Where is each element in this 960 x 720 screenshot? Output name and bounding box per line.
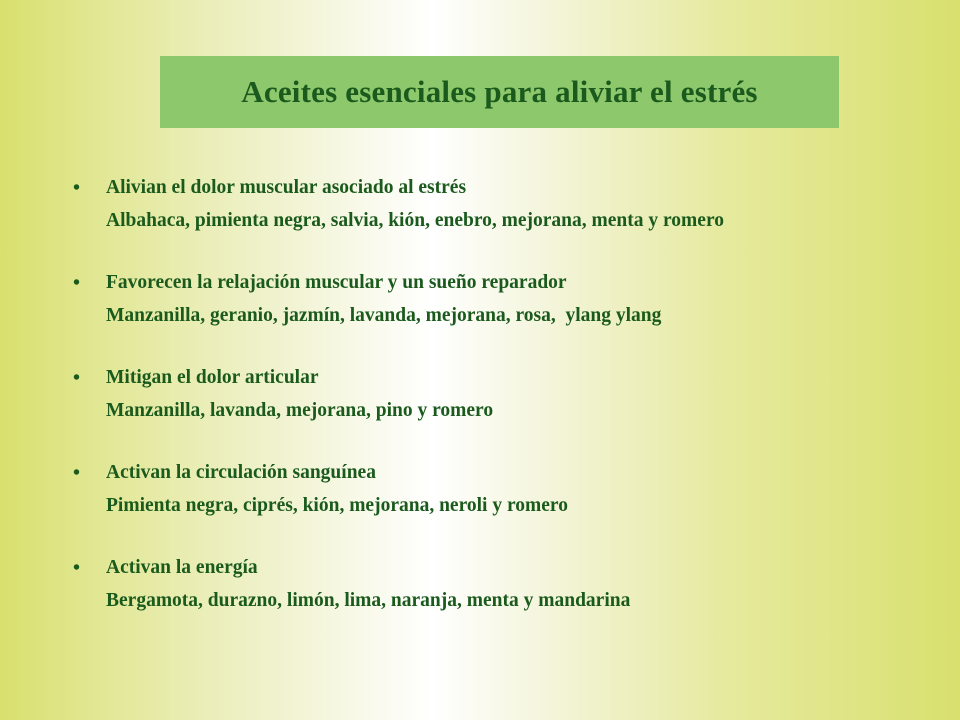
bullet-icon: •: [73, 177, 81, 199]
slide-title: Aceites esenciales para aliviar el estrés: [241, 74, 758, 109]
list-item: [0, 265, 960, 360]
title-banner: [160, 56, 839, 128]
item-heading: Activan la circulación sanguínea: [106, 462, 376, 483]
bullet-icon: •: [73, 367, 81, 389]
list-item: [0, 550, 960, 645]
bullet-icon: •: [73, 272, 81, 294]
item-heading: Activan la energía: [106, 557, 258, 578]
bullet-icon: •: [73, 557, 81, 579]
list-item: [0, 170, 960, 265]
bullet-list: [0, 170, 960, 645]
item-heading: Favorecen la relajación muscular y un sueño reparador: [106, 272, 567, 293]
item-heading: Mitigan el dolor articular: [106, 367, 319, 388]
item-detail: Albahaca, pimienta negra, salvia, kión, enebro, mejorana, menta y romero: [106, 210, 725, 231]
list-item: [0, 360, 960, 455]
item-detail: Manzanilla, lavanda, mejorana, pino y romero: [106, 400, 494, 421]
list-item: [0, 455, 960, 550]
item-heading: Alivian el dolor muscular asociado al estrés: [106, 177, 467, 198]
item-detail: Bergamota, durazno, limón, lima, naranja, menta y mandarina: [106, 590, 631, 611]
bullet-icon: •: [73, 462, 81, 484]
item-detail: Manzanilla, geranio, jazmín, lavanda, mejorana, rosa, ylang ylang: [106, 305, 662, 326]
item-detail: Pimienta negra, ciprés, kión, mejorana, neroli y romero: [106, 495, 568, 516]
